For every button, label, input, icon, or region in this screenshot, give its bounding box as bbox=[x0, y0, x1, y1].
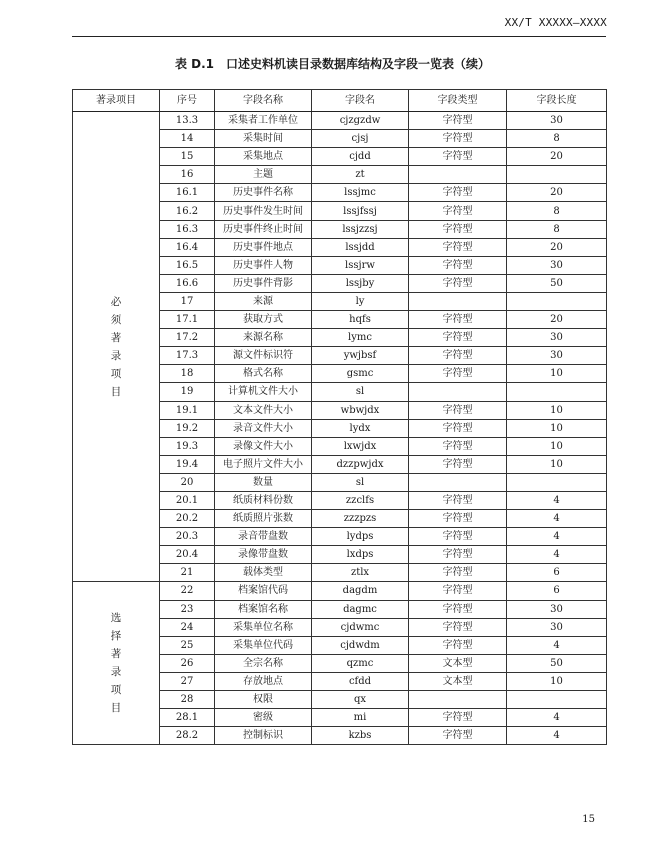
serial-number-cell: 17 bbox=[160, 292, 215, 310]
field-id-cell: lydps bbox=[312, 528, 409, 546]
field-type-cell: 字符型 bbox=[409, 148, 507, 166]
field-length-cell: 20 bbox=[507, 148, 607, 166]
serial-number-cell: 18 bbox=[160, 365, 215, 383]
field-name-cell: 历史事件发生时间 bbox=[215, 202, 312, 220]
field-id-cell: cfdd bbox=[312, 672, 409, 690]
field-length-cell bbox=[507, 473, 607, 491]
field-id-cell: lssjrw bbox=[312, 256, 409, 274]
field-name-cell: 历史事件终止时间 bbox=[215, 220, 312, 238]
field-type-cell: 字符型 bbox=[409, 401, 507, 419]
field-length-cell: 30 bbox=[507, 256, 607, 274]
serial-number-cell: 26 bbox=[160, 654, 215, 672]
field-type-cell: 字符型 bbox=[409, 455, 507, 473]
serial-number-cell: 19 bbox=[160, 383, 215, 401]
field-length-cell: 30 bbox=[507, 600, 607, 618]
field-id-cell: gsmc bbox=[312, 365, 409, 383]
field-length-cell: 10 bbox=[507, 365, 607, 383]
field-name-cell: 格式名称 bbox=[215, 365, 312, 383]
serial-number-cell: 20 bbox=[160, 473, 215, 491]
table-row bbox=[73, 112, 607, 130]
field-type-cell: 字符型 bbox=[409, 600, 507, 618]
field-id-cell: lssjmc bbox=[312, 184, 409, 202]
field-name-cell: 权限 bbox=[215, 691, 312, 709]
field-type-cell bbox=[409, 383, 507, 401]
field-type-cell: 字符型 bbox=[409, 437, 507, 455]
field-id-cell: qx bbox=[312, 691, 409, 709]
field-length-cell: 4 bbox=[507, 510, 607, 528]
field-name-cell: 全宗名称 bbox=[215, 654, 312, 672]
field-name-cell: 来源名称 bbox=[215, 329, 312, 347]
field-name-cell: 控制标识 bbox=[215, 727, 312, 745]
serial-number-cell: 16.2 bbox=[160, 202, 215, 220]
field-id-cell: zt bbox=[312, 166, 409, 184]
field-length-cell: 10 bbox=[507, 419, 607, 437]
field-type-cell: 字符型 bbox=[409, 202, 507, 220]
field-name-cell: 历史事件人物 bbox=[215, 256, 312, 274]
field-id-cell: lssjfssj bbox=[312, 202, 409, 220]
field-name-cell: 存放地点 bbox=[215, 672, 312, 690]
field-name-cell: 纸质照片张数 bbox=[215, 510, 312, 528]
field-length-cell: 4 bbox=[507, 727, 607, 745]
field-length-cell: 4 bbox=[507, 636, 607, 654]
table-row bbox=[73, 582, 607, 600]
group-cell bbox=[73, 112, 160, 582]
serial-number-cell: 19.3 bbox=[160, 437, 215, 455]
field-id-cell: cjdwdm bbox=[312, 636, 409, 654]
field-length-cell: 50 bbox=[507, 274, 607, 292]
field-length-cell: 8 bbox=[507, 202, 607, 220]
field-type-cell: 字符型 bbox=[409, 256, 507, 274]
serial-number-cell: 20.3 bbox=[160, 528, 215, 546]
serial-number-cell: 21 bbox=[160, 564, 215, 582]
field-type-cell: 字符型 bbox=[409, 184, 507, 202]
field-length-cell: 30 bbox=[507, 329, 607, 347]
field-name-cell: 档案馆代码 bbox=[215, 582, 312, 600]
table-body bbox=[73, 112, 607, 745]
field-length-cell bbox=[507, 166, 607, 184]
serial-number-cell: 28 bbox=[160, 691, 215, 709]
field-name-cell: 历史事件地点 bbox=[215, 238, 312, 256]
field-id-cell: dagmc bbox=[312, 600, 409, 618]
field-id-cell: sl bbox=[312, 473, 409, 491]
field-length-cell: 10 bbox=[507, 401, 607, 419]
field-id-cell: lssjby bbox=[312, 274, 409, 292]
field-name-cell: 录像带盘数 bbox=[215, 546, 312, 564]
serial-number-cell: 16.1 bbox=[160, 184, 215, 202]
document-code: XX/T XXXXX—XXXX bbox=[504, 16, 607, 29]
field-name-cell: 历史事件名称 bbox=[215, 184, 312, 202]
field-name-cell: 文本文件大小 bbox=[215, 401, 312, 419]
field-type-cell bbox=[409, 473, 507, 491]
field-name-cell: 主题 bbox=[215, 166, 312, 184]
field-name-cell: 获取方式 bbox=[215, 311, 312, 329]
serial-number-cell: 13.3 bbox=[160, 112, 215, 130]
field-name-cell: 采集地点 bbox=[215, 148, 312, 166]
field-id-cell: ly bbox=[312, 292, 409, 310]
field-type-cell: 字符型 bbox=[409, 582, 507, 600]
field-type-cell bbox=[409, 292, 507, 310]
field-name-cell: 源文件标识符 bbox=[215, 347, 312, 365]
serial-number-cell: 27 bbox=[160, 672, 215, 690]
field-table bbox=[72, 89, 607, 745]
field-length-cell: 8 bbox=[507, 130, 607, 148]
field-type-cell: 字符型 bbox=[409, 365, 507, 383]
field-type-cell: 字符型 bbox=[409, 112, 507, 130]
field-name-cell: 档案馆名称 bbox=[215, 600, 312, 618]
field-id-cell: zzzpzs bbox=[312, 510, 409, 528]
serial-number-cell: 23 bbox=[160, 600, 215, 618]
field-name-cell: 采集者工作单位 bbox=[215, 112, 312, 130]
field-type-cell: 字符型 bbox=[409, 491, 507, 509]
serial-number-cell: 25 bbox=[160, 636, 215, 654]
field-name-cell: 采集时间 bbox=[215, 130, 312, 148]
field-length-cell: 20 bbox=[507, 238, 607, 256]
field-id-cell: cjdwmc bbox=[312, 618, 409, 636]
serial-number-cell: 14 bbox=[160, 130, 215, 148]
field-id-cell: cjdd bbox=[312, 148, 409, 166]
field-type-cell: 字符型 bbox=[409, 220, 507, 238]
serial-number-cell: 17.3 bbox=[160, 347, 215, 365]
serial-number-cell: 19.4 bbox=[160, 455, 215, 473]
field-id-cell: mi bbox=[312, 709, 409, 727]
field-name-cell: 采集单位名称 bbox=[215, 618, 312, 636]
serial-number-cell: 15 bbox=[160, 148, 215, 166]
field-name-cell: 采集单位代码 bbox=[215, 636, 312, 654]
field-type-cell: 文本型 bbox=[409, 672, 507, 690]
field-id-cell: dzzpwjdx bbox=[312, 455, 409, 473]
field-type-cell: 字符型 bbox=[409, 546, 507, 564]
serial-number-cell: 16.3 bbox=[160, 220, 215, 238]
field-id-cell: wbwjdx bbox=[312, 401, 409, 419]
column-header: 字段类型 bbox=[409, 90, 507, 112]
field-id-cell: lxdps bbox=[312, 546, 409, 564]
field-length-cell: 20 bbox=[507, 311, 607, 329]
field-type-cell: 字符型 bbox=[409, 311, 507, 329]
column-header: 字段名称 bbox=[215, 90, 312, 112]
field-name-cell: 电子照片文件大小 bbox=[215, 455, 312, 473]
field-id-cell: hqfs bbox=[312, 311, 409, 329]
field-type-cell: 字符型 bbox=[409, 347, 507, 365]
field-id-cell: sl bbox=[312, 383, 409, 401]
field-id-cell: lssjzzsj bbox=[312, 220, 409, 238]
serial-number-cell: 16 bbox=[160, 166, 215, 184]
field-length-cell: 10 bbox=[507, 672, 607, 690]
group-label: 选择著录项目 bbox=[110, 612, 122, 715]
serial-number-cell: 28.2 bbox=[160, 727, 215, 745]
field-type-cell: 字符型 bbox=[409, 329, 507, 347]
field-length-cell: 20 bbox=[507, 184, 607, 202]
field-name-cell: 载体类型 bbox=[215, 564, 312, 582]
field-name-cell: 数量 bbox=[215, 473, 312, 491]
header-rule bbox=[72, 36, 606, 37]
field-name-cell: 录音带盘数 bbox=[215, 528, 312, 546]
field-length-cell: 10 bbox=[507, 437, 607, 455]
field-length-cell: 10 bbox=[507, 455, 607, 473]
field-type-cell: 字符型 bbox=[409, 419, 507, 437]
serial-number-cell: 16.6 bbox=[160, 274, 215, 292]
serial-number-cell: 24 bbox=[160, 618, 215, 636]
field-type-cell: 字符型 bbox=[409, 618, 507, 636]
serial-number-cell: 28.1 bbox=[160, 709, 215, 727]
field-id-cell: dagdm bbox=[312, 582, 409, 600]
field-id-cell: cjsj bbox=[312, 130, 409, 148]
field-length-cell: 8 bbox=[507, 220, 607, 238]
field-length-cell: 50 bbox=[507, 654, 607, 672]
group-cell bbox=[73, 582, 160, 745]
field-id-cell: lxwjdx bbox=[312, 437, 409, 455]
serial-number-cell: 20.4 bbox=[160, 546, 215, 564]
field-name-cell: 录音文件大小 bbox=[215, 419, 312, 437]
field-type-cell: 字符型 bbox=[409, 130, 507, 148]
field-length-cell bbox=[507, 292, 607, 310]
field-type-cell bbox=[409, 691, 507, 709]
table-title: 表 D.1 口述史料机读目录数据库结构及字段一览表（续） bbox=[174, 57, 491, 71]
field-name-cell: 录像文件大小 bbox=[215, 437, 312, 455]
field-id-cell: kzbs bbox=[312, 727, 409, 745]
serial-number-cell: 17.1 bbox=[160, 311, 215, 329]
field-id-cell: zzclfs bbox=[312, 491, 409, 509]
field-type-cell: 字符型 bbox=[409, 709, 507, 727]
field-type-cell: 字符型 bbox=[409, 727, 507, 745]
field-name-cell: 来源 bbox=[215, 292, 312, 310]
serial-number-cell: 19.2 bbox=[160, 419, 215, 437]
field-length-cell bbox=[507, 691, 607, 709]
field-type-cell: 文本型 bbox=[409, 654, 507, 672]
field-type-cell: 字符型 bbox=[409, 510, 507, 528]
serial-number-cell: 22 bbox=[160, 582, 215, 600]
field-id-cell: qzmc bbox=[312, 654, 409, 672]
field-type-cell: 字符型 bbox=[409, 238, 507, 256]
column-header: 序号 bbox=[160, 90, 215, 112]
field-length-cell: 4 bbox=[507, 528, 607, 546]
field-id-cell: ywjbsf bbox=[312, 347, 409, 365]
field-type-cell: 字符型 bbox=[409, 274, 507, 292]
serial-number-cell: 19.1 bbox=[160, 401, 215, 419]
column-header: 字段名 bbox=[312, 90, 409, 112]
field-length-cell: 4 bbox=[507, 709, 607, 727]
field-type-cell: 字符型 bbox=[409, 564, 507, 582]
field-name-cell: 纸质材料份数 bbox=[215, 491, 312, 509]
field-id-cell: lymc bbox=[312, 329, 409, 347]
field-id-cell: ztlx bbox=[312, 564, 409, 582]
field-type-cell: 字符型 bbox=[409, 636, 507, 654]
field-id-cell: cjzgzdw bbox=[312, 112, 409, 130]
field-id-cell: lssjdd bbox=[312, 238, 409, 256]
field-type-cell bbox=[409, 166, 507, 184]
serial-number-cell: 16.4 bbox=[160, 238, 215, 256]
serial-number-cell: 17.2 bbox=[160, 329, 215, 347]
field-length-cell bbox=[507, 383, 607, 401]
field-length-cell: 30 bbox=[507, 618, 607, 636]
column-header: 字段长度 bbox=[507, 90, 607, 112]
field-length-cell: 4 bbox=[507, 491, 607, 509]
field-length-cell: 4 bbox=[507, 546, 607, 564]
column-header: 著录项目 bbox=[73, 90, 160, 112]
field-id-cell: lydx bbox=[312, 419, 409, 437]
field-name-cell: 计算机文件大小 bbox=[215, 383, 312, 401]
group-label: 必须著录项目 bbox=[110, 295, 122, 398]
serial-number-cell: 20.2 bbox=[160, 510, 215, 528]
serial-number-cell: 16.5 bbox=[160, 256, 215, 274]
field-length-cell: 30 bbox=[507, 347, 607, 365]
serial-number-cell: 20.1 bbox=[160, 491, 215, 509]
field-length-cell: 30 bbox=[507, 112, 607, 130]
field-name-cell: 历史事件背影 bbox=[215, 274, 312, 292]
page-number: 15 bbox=[582, 814, 595, 825]
table-header-row bbox=[73, 90, 607, 112]
field-name-cell: 密级 bbox=[215, 709, 312, 727]
field-type-cell: 字符型 bbox=[409, 528, 507, 546]
field-length-cell: 6 bbox=[507, 564, 607, 582]
field-length-cell: 6 bbox=[507, 582, 607, 600]
